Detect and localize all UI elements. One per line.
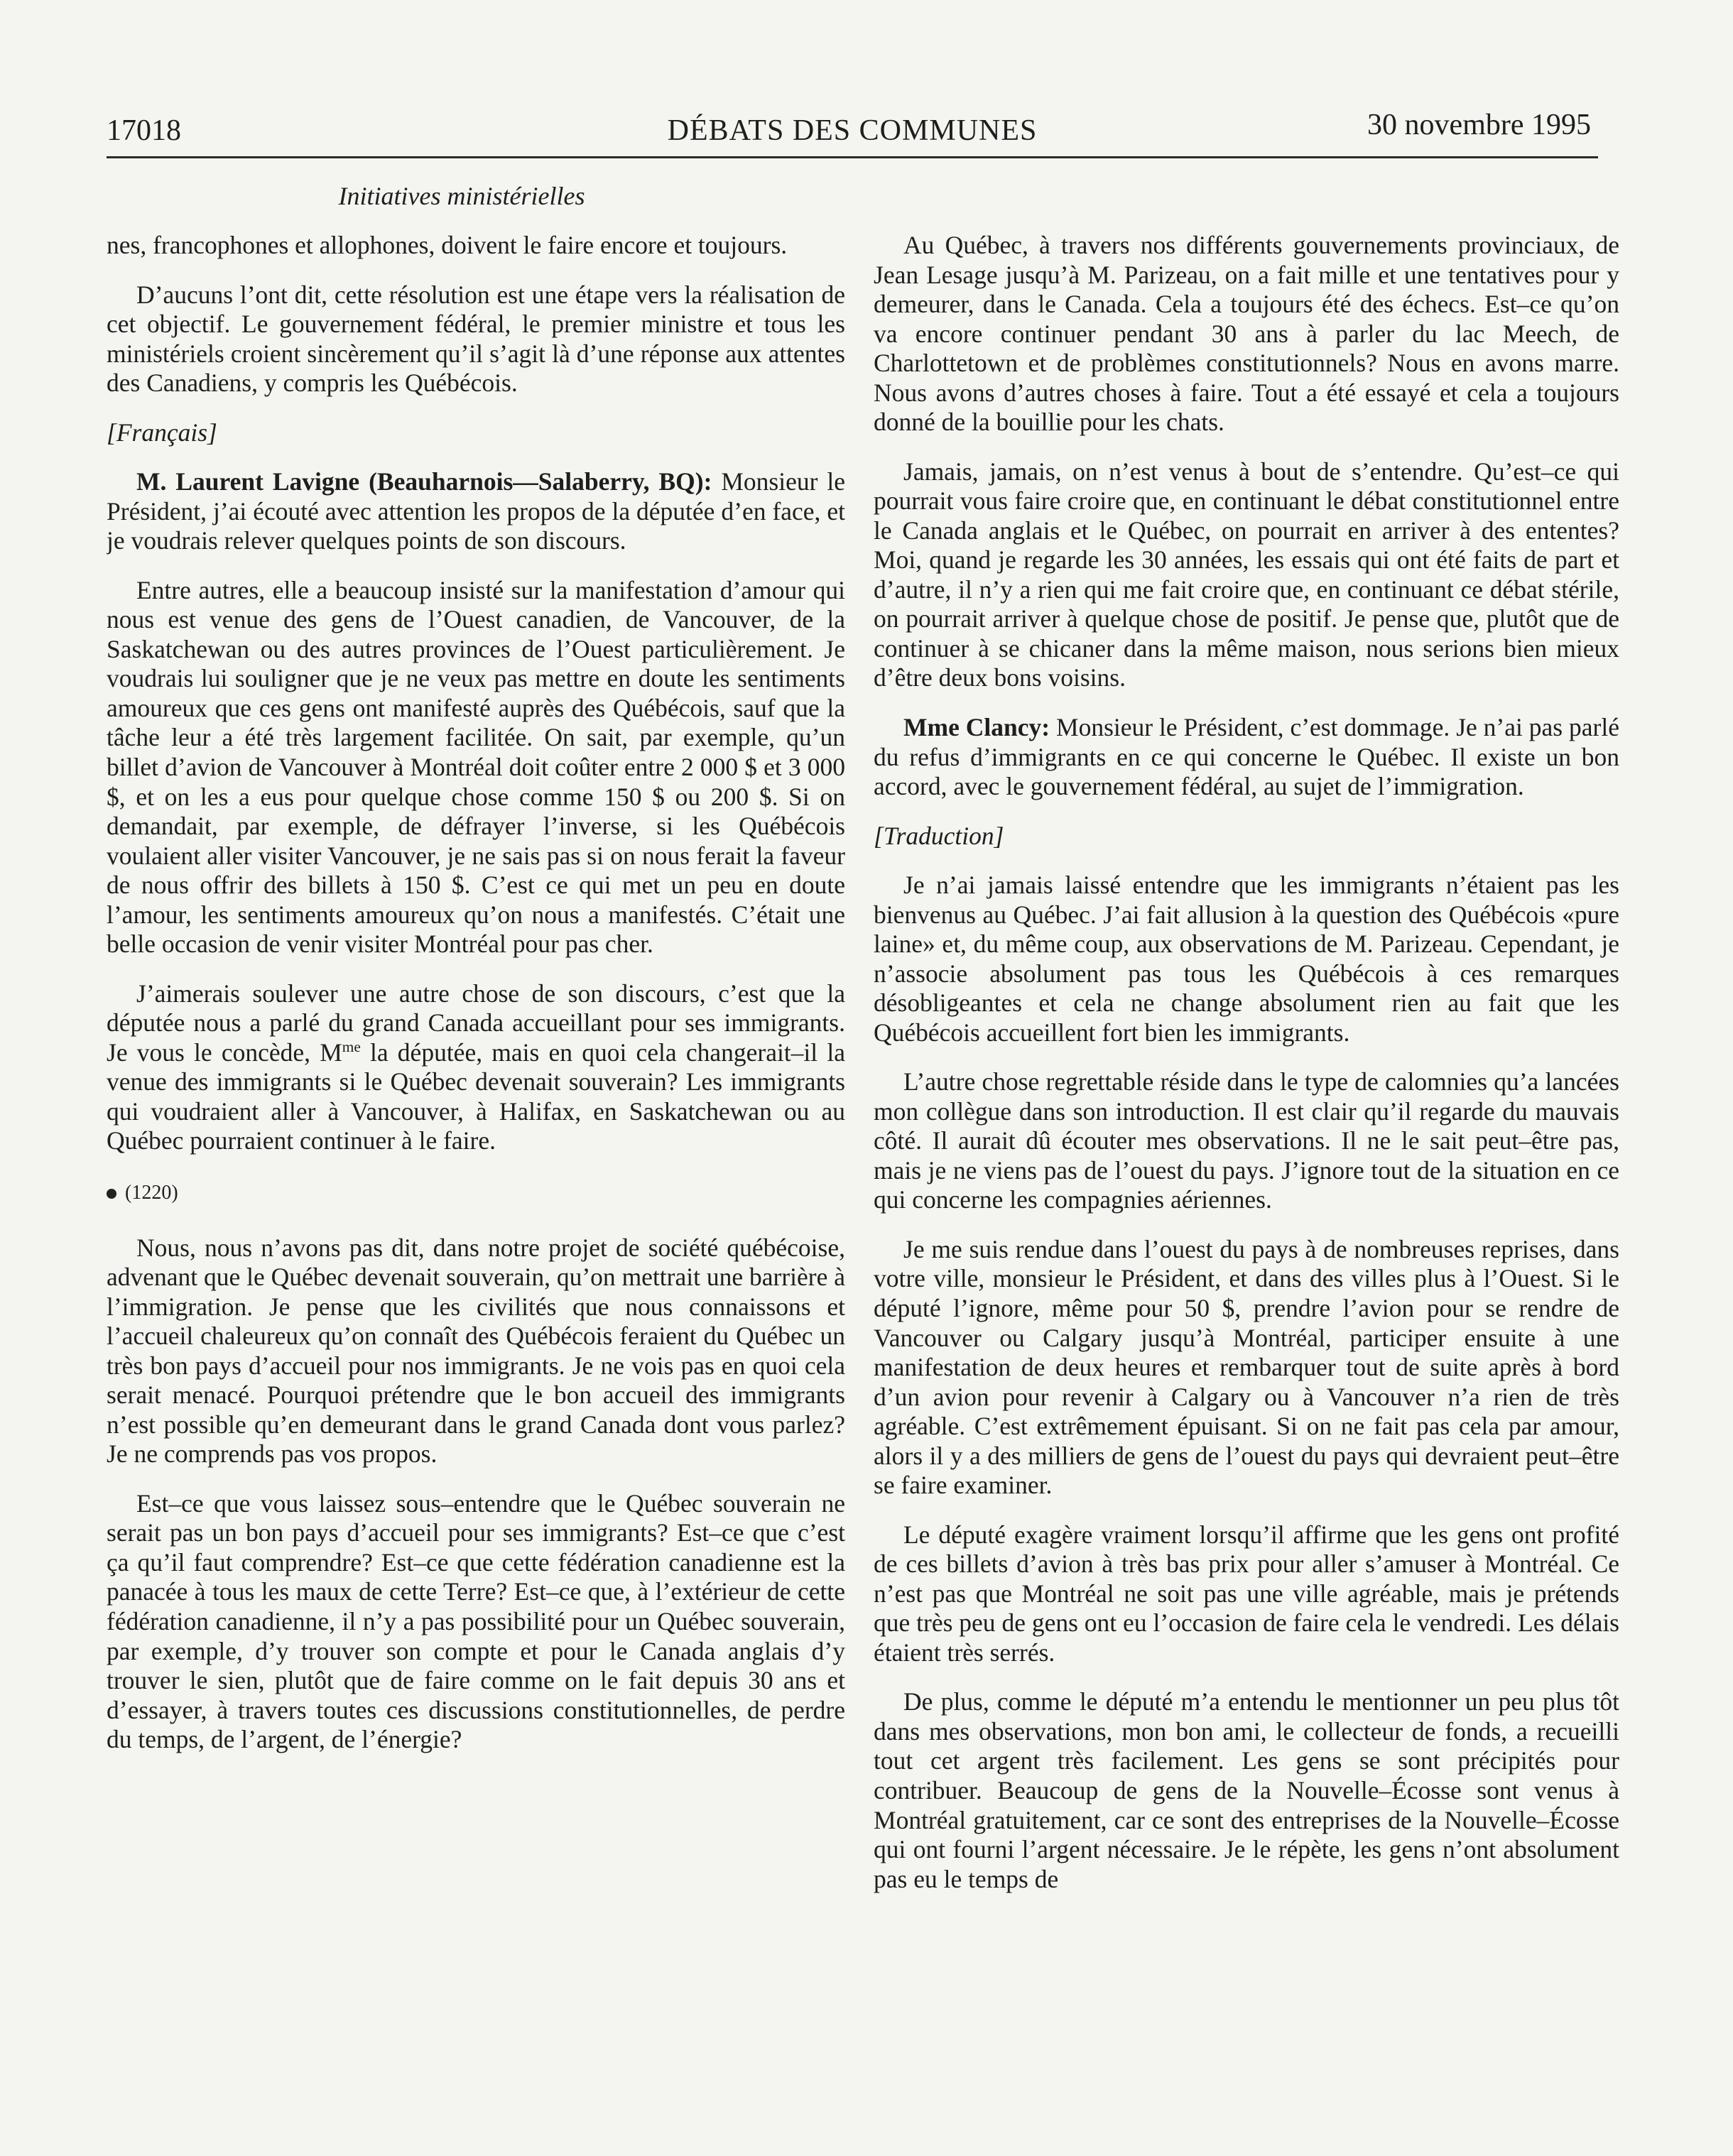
language-tag xyxy=(874,822,1619,851)
paragraph: D’aucuns l’ont dit, cette résolution est une étape vers la réalisation de cet objectif. Le gouvernement fédéral, le premier ministre et tous les ministériels croient sincèrement qu’il s’agit là d’une réponse aux attentes des Canadiens, y compris les Québécois. xyxy=(107,280,845,398)
speech-paragraph xyxy=(874,713,1619,802)
paragraph: Est–ce que vous laissez sous–entendre que le Québec souverain ne serait pas un bon pays d’accueil pour ses immigrants? Est–ce que c’est ça qu’il faut comprendre? Est–ce que cette fédération canadienne est la panacée à tous les maux de cette Terre? Est–ce que, à l’extérieur de cette fédération canadienne, il n’y a pas possibilité pour un Québec souverain, par exemple, d’y trouver son compte et pour le Canada anglais d’y trouver le sien, plutôt que de faire comme on le fait depuis 30 ans et d’essayer, à travers toutes ces discussions constitutionnelles, de perdre du temps, de l’argent, de l’énergie? xyxy=(107,1488,845,1754)
page-header xyxy=(107,107,1598,158)
time-marker xyxy=(107,1182,845,1205)
language-tag-text: Traduction xyxy=(883,821,994,850)
publication-date: 30 novembre 1995 xyxy=(1367,109,1591,141)
paragraph-text: la députée, mais en quoi cela changerait–il la venue des immigrants si le Québec devenait souverain? Les immigrants qui voudraient aller à Vancouver, à Halifax, en Saskatchewan ou au Québec pourraient continuer à le faire. xyxy=(107,1038,845,1155)
language-tag-close: ] xyxy=(207,418,217,447)
paragraph: Le député exagère vraiment lorsqu’il affirme que les gens ont profité de ces billets d’avion à très bas prix pour aller s’amuser à Montréal. Ce n’est pas que Montréal ne soit pas une ville agréable, mais je prétends que très peu de gens ont eu l’occasion de faire cela le vendredi. Les délais étaient très serrés. xyxy=(874,1520,1619,1667)
paragraph: L’autre chose regrettable réside dans le type de calomnies qu’a lancées mon collègue dans son introduction. Il est clair qu’il regarde du mauvais côté. Il aurait dû écouter mes observations. Il ne le sait peut–être pas, mais je ne viens pas de l’ouest du pays. J’ignore tout de la situation en ce qui concerne les compagnies aériennes. xyxy=(874,1067,1619,1214)
paragraph: Jamais, jamais, on n’est venus à bout de s’entendre. Qu’est–ce qui pourrait vous faire croire que, en continuant le débat constitutionnel entre le Canada anglais et le Québec, on pourrait en arriver à des ententes? Moi, quand je regarde les 30 années, les essais qui ont été faits de part et d’autre, il n’y a rien qui me fait croire que, en continuant ce débat stérile, on pourrait arriver à quelque chose de positif. Je pense que, plutôt que de continuer à se chicaner dans la même maison, nous serions bien mieux d’être deux bons voisins. xyxy=(874,457,1619,692)
right-column xyxy=(874,231,1619,2120)
speech-paragraph xyxy=(107,467,845,556)
paragraph xyxy=(107,979,845,1156)
language-tag-open: [ xyxy=(107,418,116,447)
page-number: 17018 xyxy=(107,114,181,147)
paragraph: Je n’ai jamais laissé entendre que les immigrants n’étaient pas les bienvenus au Québec. J’ai fait allusion à la question des Québécois «pure laine» et, du même coup, aux observations de M. Parizeau. Cependant, je n’associe absolument pas tous les Québécois à ces remarques désobligeantes et cela ne change absolument rien au fait que les Québécois accueillent fort bien les immigrants. xyxy=(874,871,1619,1047)
paragraph: Nous, nous n’avons pas dit, dans notre projet de société québécoise, advenant que le Québec devenait souverain, qu’on mettrait une barrière à l’immigration. Je pense que les civilités que nous connaissons et l’accueil chaleureux qu’on connaît des Québécois feraient du Québec un très bon pays d’accueil pour nos immigrants. Je ne vois pas en quoi cela serait menacé. Pourquoi prétendre que le bon accueil des immigrants n’est possible qu’en demeurant dans le grand Canada dont vous parlez? Je ne comprends pas vos propos. xyxy=(107,1233,845,1469)
left-column xyxy=(107,231,845,2120)
speaker-name: M. Laurent Lavigne (Beauharnois—Salaberry, BQ): xyxy=(136,467,712,496)
superscript-text: me xyxy=(342,1038,361,1055)
bullet-icon xyxy=(107,1189,116,1199)
section-title: Initiatives ministérielles xyxy=(338,182,585,210)
publication-title: DÉBATS DES COMMUNES xyxy=(667,114,1038,147)
paragraph: nes, francophones et allophones, doivent le faire encore et toujours. xyxy=(107,231,788,259)
language-tag xyxy=(107,418,845,448)
speech-text: Monsieur le Président, j’ai écouté avec attention les propos de la députée d’en face, et je voudrais relever quelques points de son discours. xyxy=(107,467,845,555)
speech-text: Monsieur le Président, c’est dommage. Je n’ai pas parlé du refus d’immigrants en ce qui concerne le Québec. Il existe un bon accord, avec le gouvernement fédéral, au sujet de l’immigration. xyxy=(874,712,1619,801)
language-tag-close: ] xyxy=(994,821,1004,850)
language-tag-text: Français xyxy=(116,418,208,447)
time-marker-text: (1220) xyxy=(125,1181,178,1204)
paragraph-text: J’aimerais soulever une autre chose de son discours, c’est que la députée nous a parlé du grand Canada accueillant pour ses immigrants. Je vous le concède, M xyxy=(107,979,845,1067)
paragraph: Entre autres, elle a beaucoup insisté sur la manifestation d’amour qui nous est venue des gens de l’Ouest canadien, de Vancouver, de la Saskatchewan ou des autres provinces de l’Ouest particulièrement. Je voudrais lui souligner que je ne veux pas mettre en doute les sentiments amoureux que ces gens ont manifesté auprès des Québécois, sauf que la tâche leur a été très largement facilitée. On sait, par exemple, qu’un billet d’avion de Vancouver à Montréal doit coûter entre 2 000 $ et 3 000 $, et on les a eus pour quelque chose comme 150 $ ou 200 $. Si on demandait, par exemple, de défrayer l’inverse, si les Québécois voulaient aller visiter Vancouver, je ne sais pas si on nous ferait la faveur de nous offrir des billets à 150 $. C’est ce qui met un peu en doute l’amour, les sentiments amoureux qu’on nous a manifestés. C’était une belle occasion de venir visiter Montréal pour pas cher. xyxy=(107,575,845,959)
paragraph: Au Québec, à travers nos différents gouvernements provinciaux, de Jean Lesage jusqu’à M. Parizeau, on a fait mille et une tentatives pour y demeurer, dans le Canada. Cela a toujours été des échecs. Est–ce qu’on va encore continuer pendant 30 ans à parler du lac Meech, de Charlottetown et de problèmes constitutionnels? Nous en avons marre. Nous avons d’autres choses à faire. Tout a été essayé et cela a toujours donné de la bouillie pour les chats. xyxy=(874,231,1619,437)
speaker-name: Mme Clancy: xyxy=(903,712,1050,741)
paragraph: De plus, comme le député m’a entendu le mentionner un peu plus tôt dans mes observations, mon bon ami, le collecteur de fonds, a recueilli tout cet argent très facilement. Les gens se sont précipités pour contribuer. Beaucoup de gens de la Nouvelle–Écosse sont venus à Montréal gratuitement, car ce sont des entreprises de la Nouvelle–Écosse qui ont fourni l’argent nécessaire. Je le répète, les gens n’ont absolument pas eu le temps de xyxy=(874,1687,1619,1893)
paragraph: Je me suis rendue dans l’ouest du pays à de nombreuses reprises, dans votre ville, monsieur le Président, et dans des villes plus à l’Ouest. Si le député l’ignore, même pour 50 $, prendre l’avion pour se rendre de Vancouver ou Calgary jusqu’à Montréal, participer ensuite à une manifestation de deux heures et rembarquer tout de suite après à bord d’un avion pour revenir à Calgary ou à Vancouver n’a rien de très agréable. C’est extrêmement épuisant. Si on ne fait pas cela par amour, alors il y a des milliers de gens de l’ouest du pays qui devraient peut–être se faire examiner. xyxy=(874,1234,1619,1500)
language-tag-open: [ xyxy=(874,821,884,850)
